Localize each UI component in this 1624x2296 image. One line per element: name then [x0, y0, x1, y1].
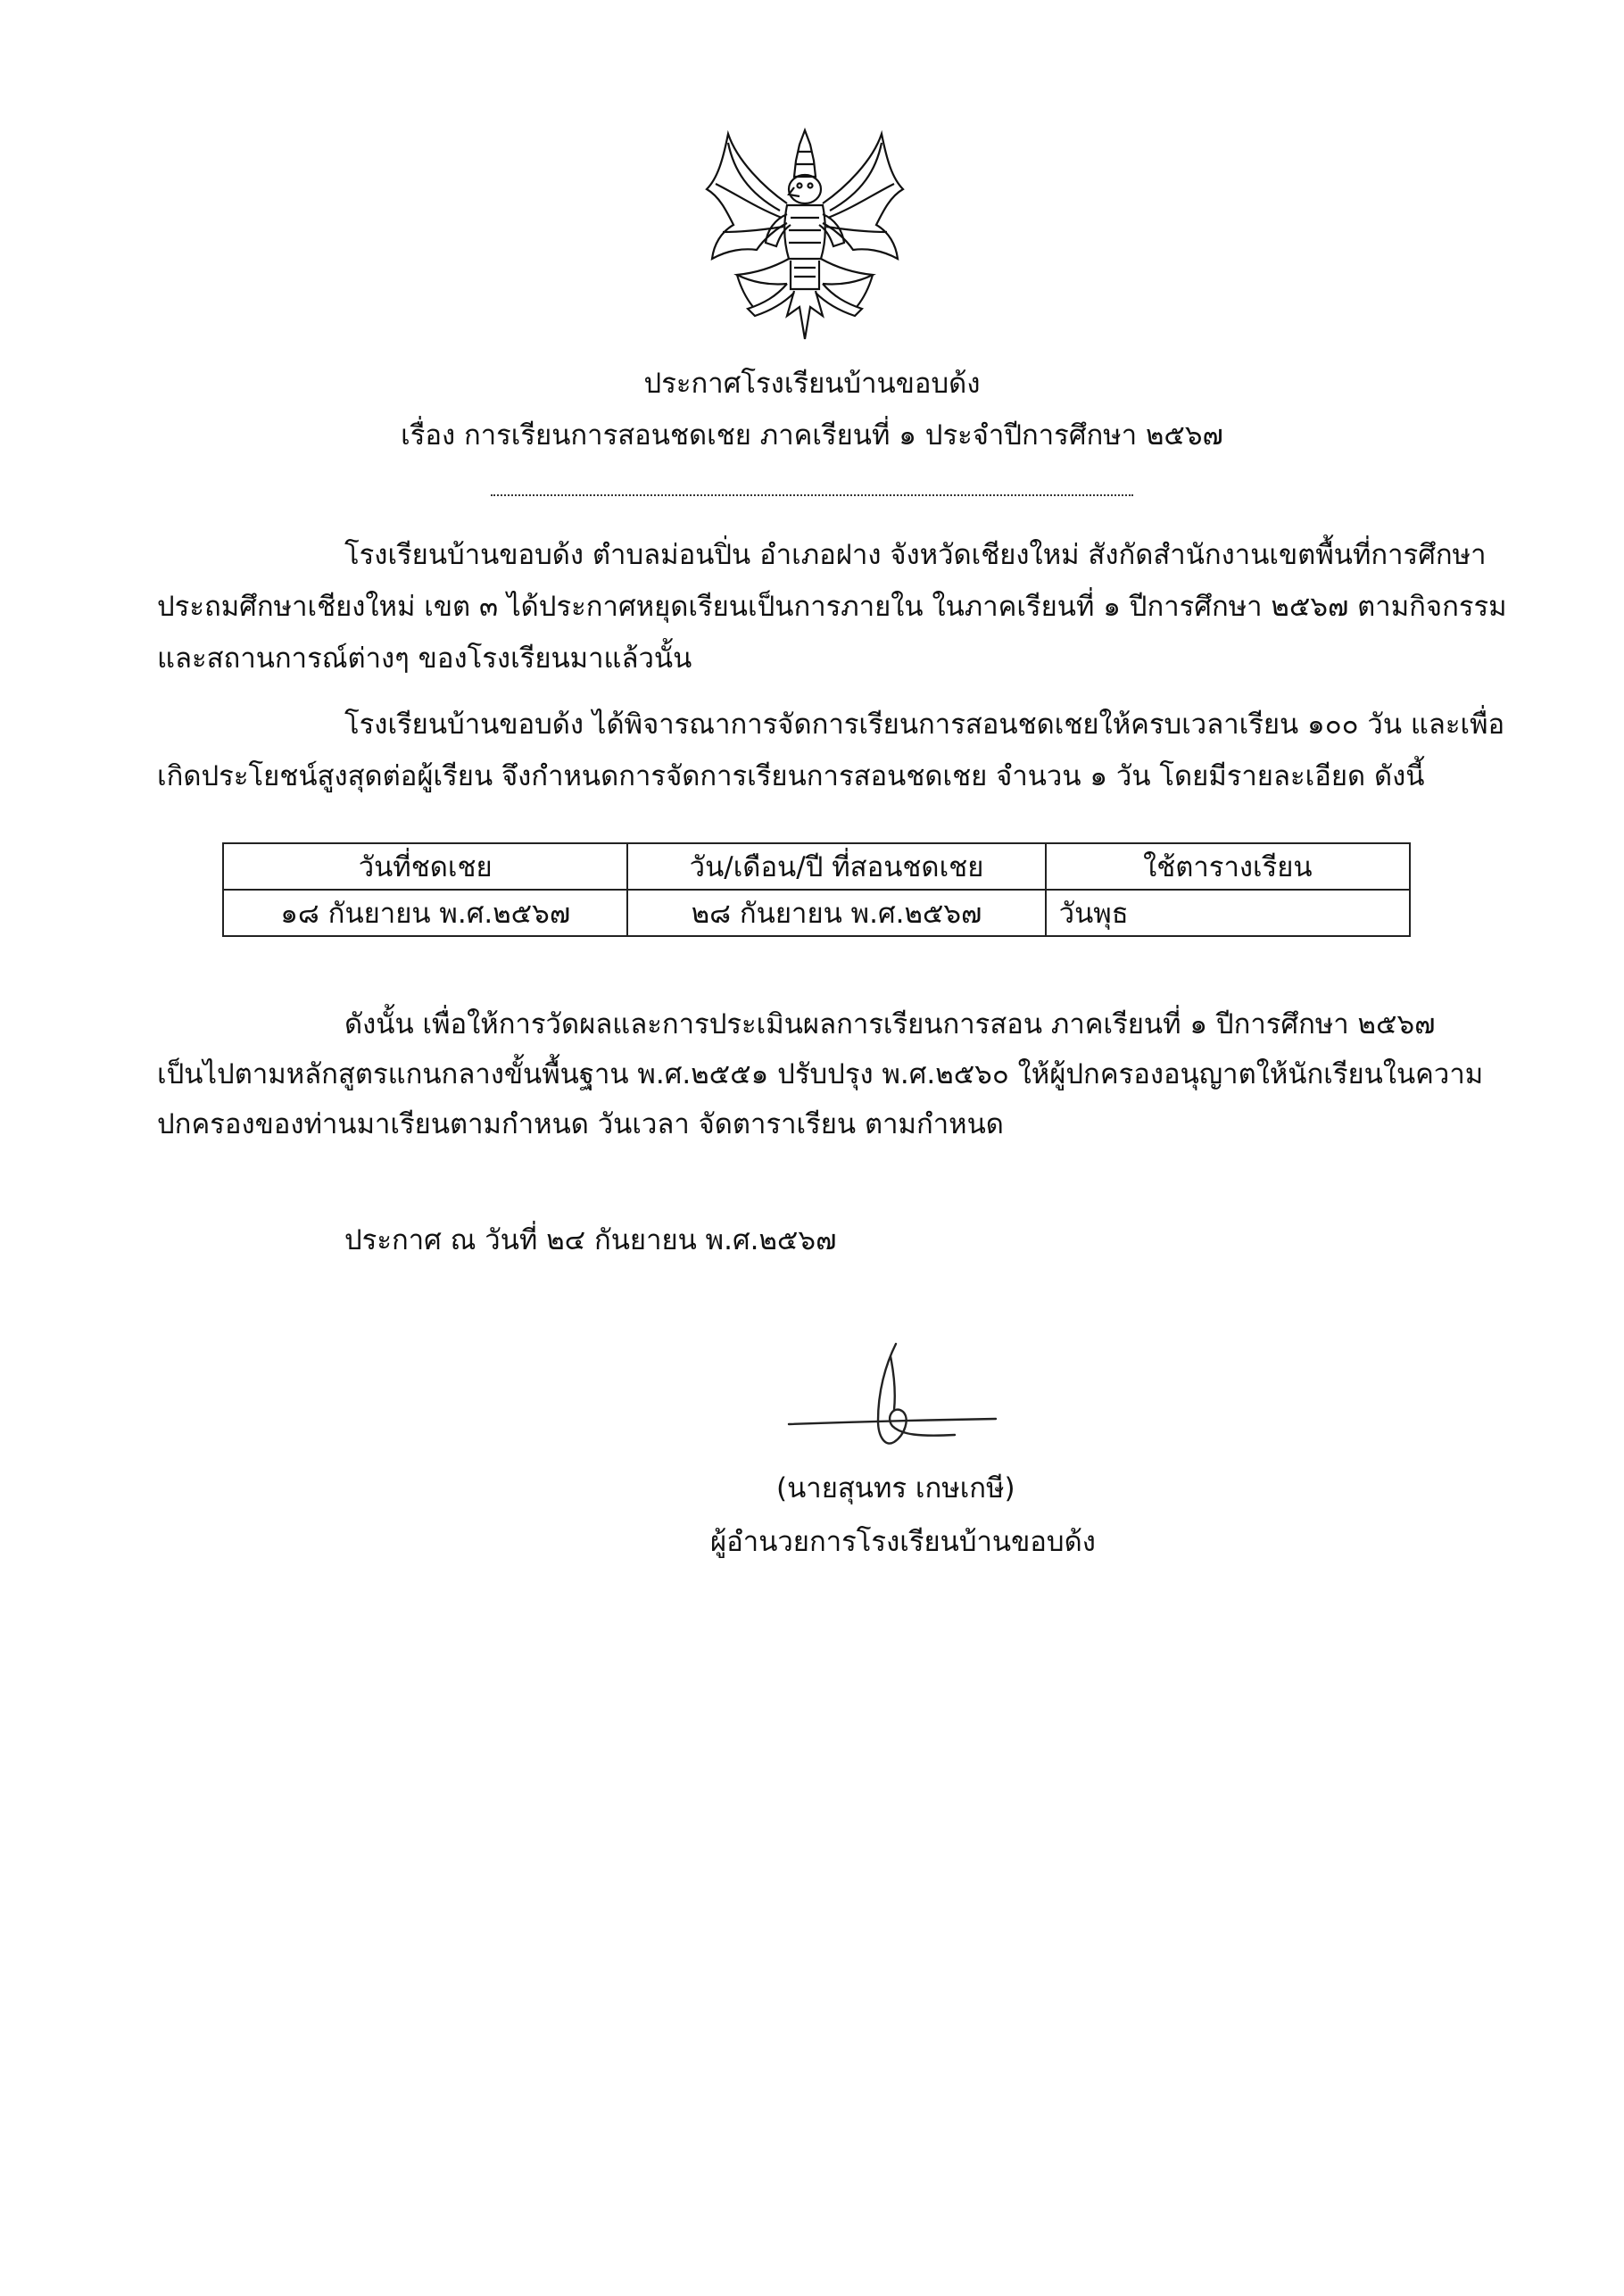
signature-icon [785, 1339, 999, 1463]
table-cell-timetable: วันพุธ [1046, 890, 1410, 936]
table-cell-compensation-date: ๑๘ กันยายน พ.ศ.๒๕๖๗ [223, 890, 627, 936]
paragraph-2-line-2: เกิดประโยชน์สูงสุดต่อผู้เรียน จึงกำหนดการจัดการเรียนการสอนชดเชย จำนวน ๑ วัน โดยมีรายละเอียด ดังนี้ [157, 760, 1425, 792]
document-subject: เรื่อง การเรียนการสอนชดเชย ภาคเรียนที่ ๑ ประจำปีการศึกษา ๒๕๖๗ [401, 419, 1223, 452]
compensation-schedule-table [222, 842, 1411, 937]
paragraph-3-line-2: เป็นไปตามหลักสูตรแกนกลางขั้นพื้นฐาน พ.ศ.๒๕๕๑ ปรับปรุง พ.ศ.๒๕๖๐ ให้ผู้ปกครองอนุญาตให้นักเรียนในความ [157, 1058, 1484, 1090]
table-cell-teaching-date: ๒๘ กันยายน พ.ศ.๒๕๖๗ [627, 890, 1045, 936]
signer-name: (นายสุนทร เกษเกษี) [776, 1472, 1015, 1504]
table-row [223, 890, 1410, 936]
paragraph-3-line-3: ปกครองของท่านมาเรียนตามกำหนด วันเวลา จัดตาราเรียน ตามกำหนด [157, 1108, 1004, 1140]
paragraph-3-line-1: ดังนั้น เพื่อให้การวัดผลและการประเมินผลการเรียนการสอน ภาคเรียนที่ ๑ ปีการศึกษา ๒๕๖๗ [344, 1008, 1436, 1040]
garuda-emblem-icon [701, 125, 908, 346]
document-title: ประกาศโรงเรียนบ้านขอบด้ง [643, 368, 981, 400]
paragraph-1-line-2: ประถมศึกษาเชียงใหม่ เขต ๓ ได้ประกาศหยุดเรียนเป็นการภายใน ในภาคเรียนที่ ๑ ปีการศึกษา ๒๕๖๗ ตามกิจกรรม [157, 591, 1507, 623]
signer-position: ผู้อำนวยการโรงเรียนบ้านขอบด้ง [710, 1526, 1096, 1558]
table-header-row [223, 843, 1410, 890]
announcement-date: ประกาศ ณ วันที่ ๒๔ กันยายน พ.ศ.๒๕๖๗ [344, 1224, 837, 1256]
table-header-teaching-date: วัน/เดือน/ปี ที่สอนชดเชย [627, 843, 1045, 890]
table-header-compensation-date: วันที่ชดเชย [223, 843, 627, 890]
dotted-separator [491, 471, 1133, 496]
table-header-timetable: ใช้ตารางเรียน [1046, 843, 1410, 890]
paragraph-2-line-1: โรงเรียนบ้านขอบด้ง ได้พิจารณาการจัดการเรียนการสอนชดเชยให้ครบเวลาเรียน ๑๐๐ วัน และเพื่อ [344, 709, 1505, 741]
paragraph-1-line-1: โรงเรียนบ้านขอบด้ง ตำบลม่อนปิ่น อำเภอฝาง จังหวัดเชียงใหม่ สังกัดสำนักงานเขตพื้นที่การศึกษา [344, 539, 1487, 571]
paragraph-1-line-3: และสถานการณ์ต่างๆ ของโรงเรียนมาแล้วนั้น [157, 642, 692, 675]
